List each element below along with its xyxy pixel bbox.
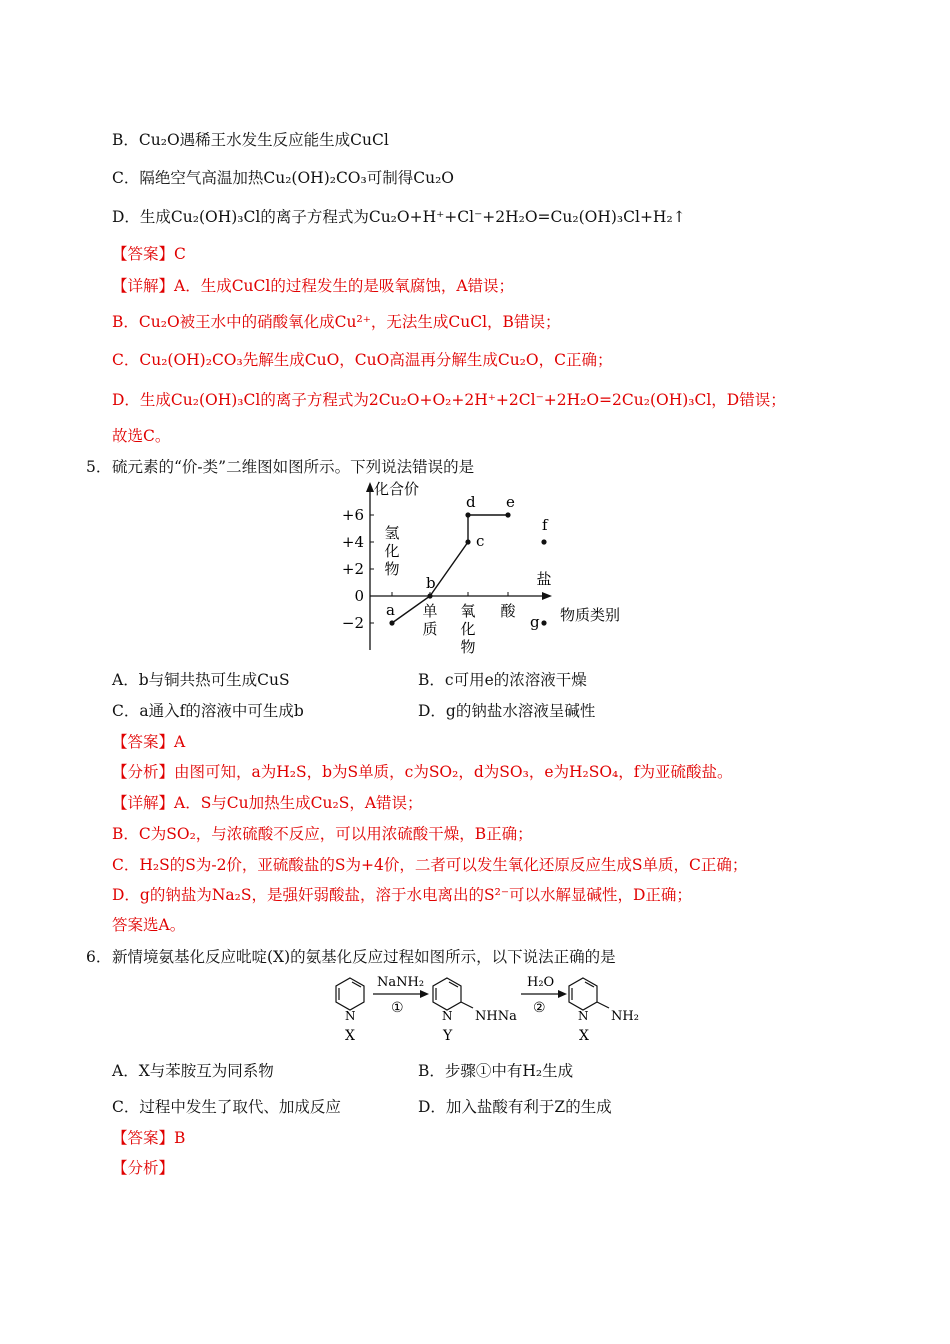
reagent-nanh2: NaNH₂ [377, 975, 425, 990]
point-f [541, 539, 546, 544]
substituent-nhna: NHNa [475, 1009, 517, 1024]
point-d [465, 512, 470, 517]
reaction-scheme [325, 970, 655, 1050]
y-tick-label: +2 [341, 560, 364, 578]
q6-option-a: A．X与苯胺互为同系物 [112, 1062, 274, 1080]
valence-path-line [392, 515, 508, 623]
point-label-f: f [542, 516, 548, 534]
q5-answer: 【答案】A [112, 733, 186, 751]
y-tick-label: +4 [341, 533, 364, 551]
point-b [427, 593, 432, 598]
y-tick-label: 0 [354, 587, 364, 605]
pyridine-structure-x [336, 978, 364, 1010]
category-label: 氢化物 [384, 524, 400, 578]
step-2-label: ② [533, 1000, 546, 1016]
point-label-b: b [426, 574, 436, 592]
category-label: 酸 [500, 602, 516, 620]
valence-class-chart [330, 480, 640, 660]
point-label-c: c [476, 532, 485, 550]
reagent-h2o: H₂O [527, 975, 555, 990]
category-label: 氧化物 [460, 602, 476, 656]
compound-label-x1: X [345, 1028, 355, 1044]
q5-conclusion: 答案选A。 [112, 916, 186, 934]
point-a [389, 620, 394, 625]
point-label-e: e [506, 493, 515, 511]
point-e [505, 512, 510, 517]
compound-label-x2: X [579, 1028, 589, 1044]
q4-detail-c: C．Cu₂(OH)₂CO₃先解生成CuO，CuO高温再分解生成Cu₂O，C正确； [112, 351, 613, 369]
q6-option-d: D．加入盐酸有利于Z的生成 [418, 1098, 612, 1116]
aminopyridine-structure [569, 978, 609, 1010]
x-axis-label: 物质类别 [560, 606, 621, 624]
q6-stem: 新情境氨基化反应吡啶(X)的氨基化反应过程如图所示，以下说法正确的是 [112, 948, 616, 966]
q5-stem: 硫元素的“价-类”二维图如图所示。下列说法错误的是 [112, 458, 475, 476]
q4-detail-d: D．生成Cu₂(OH)₃Cl的离子方程式为2Cu₂O+O₂+2H⁺+2Cl⁻+2H₂O=2Cu₂(OH)₃Cl，D错误； [112, 391, 786, 409]
category-label: 单质 [422, 602, 438, 638]
q5-analysis: 【分析】由图可知，a为H₂S，b为S单质，c为SO₂，d为SO₃，e为H₂SO₄，f为亚硫酸盐。 [112, 763, 733, 781]
q5-option-a: A．b与铜共热可生成CuS [112, 671, 290, 689]
point-label-g: g [530, 613, 540, 631]
q4-option-b: B．Cu₂O遇稀王水发生反应能生成CuCl [112, 131, 389, 149]
q6-analysis: 【分析】 [112, 1159, 175, 1177]
q4-option-d: D．生成Cu₂(OH)₃Cl的离子方程式为Cu₂O+H⁺+Cl⁻+2H₂O=Cu₂(OH)₃Cl+H₂↑ [112, 208, 686, 226]
ring-n-label-2: N [442, 1009, 453, 1023]
category-label: 盐 [536, 570, 552, 588]
q6-option-c: C．过程中发生了取代、加成反应 [112, 1098, 341, 1116]
substituent-nh2: NH₂ [611, 1009, 639, 1024]
q5-number: 5． [86, 458, 112, 476]
q4-detail-b: B．Cu₂O被王水中的硝酸氧化成Cu²⁺，无法生成CuCl，B错误； [112, 313, 561, 331]
q4-answer: 【答案】C [112, 245, 186, 263]
q4-conclusion: 故选C。 [112, 427, 171, 445]
q5-option-d: D．g的钠盐水溶液呈碱性 [418, 702, 596, 720]
q5-option-c: C．a通入f的溶液中可生成b [112, 702, 304, 720]
q5-detail-b: B．C为SO₂，与浓硫酸不反应，可以用浓硫酸干燥，B正确； [112, 825, 533, 843]
aminopyridine-na-structure-y [433, 978, 473, 1010]
q5-detail-a: 【详解】A．S与Cu加热生成Cu₂S，A错误； [112, 794, 423, 812]
ring-n-label-3: N [578, 1009, 589, 1023]
point-c [465, 539, 470, 544]
q6-answer: 【答案】B [112, 1129, 186, 1147]
q6-option-b: B．步骤①中有H₂生成 [418, 1062, 574, 1080]
compound-label-y: Y [443, 1028, 453, 1044]
step-1-label: ① [391, 1000, 404, 1016]
q5-option-b: B．c可用e的浓溶液干燥 [418, 671, 587, 689]
y-tick-label: +6 [341, 506, 364, 524]
q5-detail-d: D．g的钠盐为Na₂S，是强奸弱酸盐，溶于水电离出的S²⁻可以水解显碱性，D正确； [112, 886, 692, 904]
q6-number: 6． [86, 948, 112, 966]
point-g [541, 620, 546, 625]
q5-detail-c: C．H₂S的S为-2价，亚硫酸盐的S为+4价，二者可以发生氧化还原反应生成S单质，C正确； [112, 856, 748, 874]
q4-detail-a: 【详解】A．生成CuCl的过程发生的是吸氧腐蚀，A错误； [112, 277, 515, 295]
q4-option-c: C．隔绝空气高温加热Cu₂(OH)₂CO₃可制得Cu₂O [112, 169, 454, 187]
point-label-d: d [466, 493, 476, 511]
ring-n-label-1: N [345, 1009, 356, 1023]
y-axis-label: 化合价 [374, 480, 420, 498]
y-tick-label: −2 [341, 614, 364, 632]
point-label-a: a [386, 601, 395, 619]
